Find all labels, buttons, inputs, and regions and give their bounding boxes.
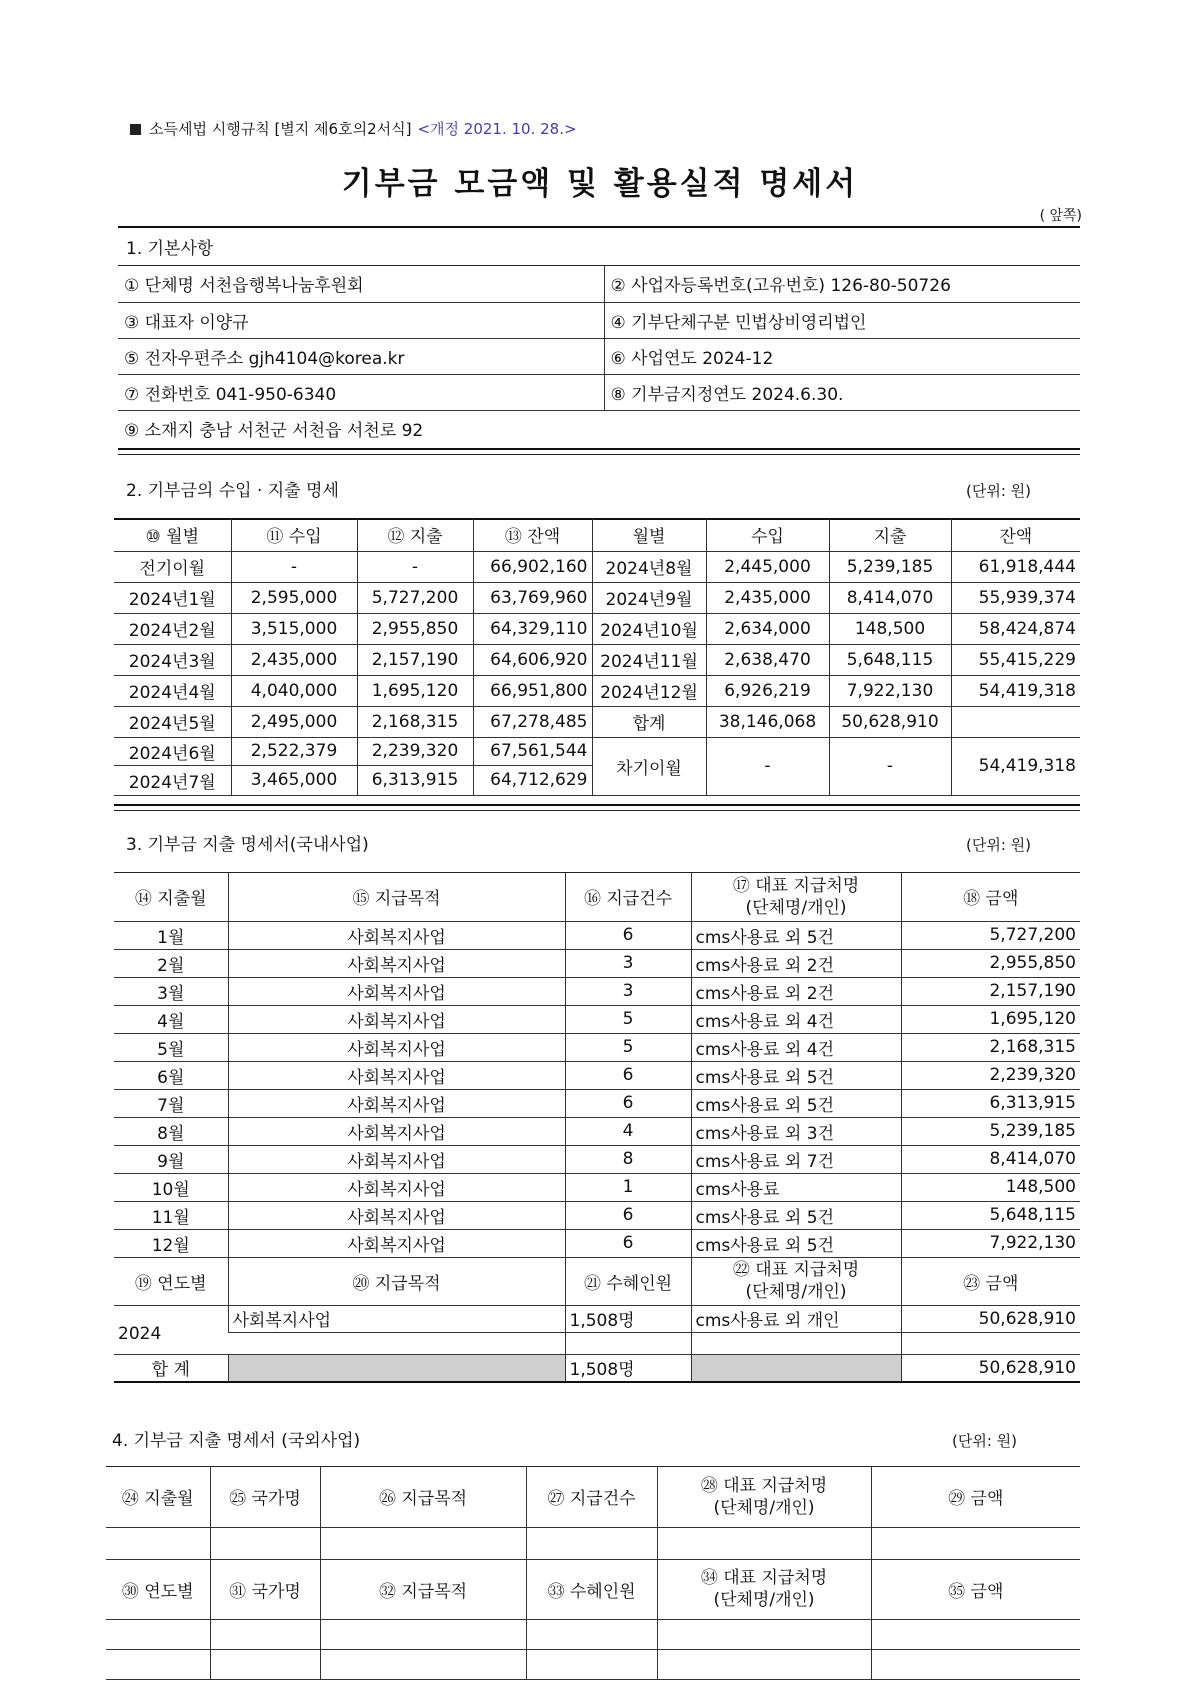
month-cell: 2024년4월 — [114, 675, 231, 706]
table-row — [106, 1649, 1080, 1679]
expense-cell: 2,955,850 — [357, 613, 473, 644]
amount-cell: 6,313,915 — [901, 1089, 1080, 1117]
business-number-cell: ② 사업자등록번호(고유번호) 126-80-50726 — [604, 266, 1080, 302]
form-reference-text: 소득세법 시행규칙 [별지 제6호의2서식] — [149, 120, 412, 138]
col-month: ⑩ 월별 — [114, 519, 231, 551]
balance-cell: 55,939,374 — [951, 582, 1080, 613]
month-cell: 2024년10월 — [592, 613, 706, 644]
recipient-cell: cms사용료 — [691, 1173, 901, 1201]
empty-cell — [526, 1527, 657, 1559]
org-name-cell: ① 단체명 서천읍행복나눔후원회 — [118, 266, 604, 302]
balance-cell: 67,278,485 — [473, 706, 592, 737]
email-cell: ⑤ 전자우편주소 gjh4104@korea.kr — [118, 338, 604, 374]
recipient-cell: cms사용료 외 5건 — [691, 1201, 901, 1229]
designation-year-cell: ⑧ 기부금지정연도 2024.6.30. — [604, 374, 1080, 410]
month-cell: 2024년2월 — [114, 613, 231, 644]
month-cell: 2월 — [114, 949, 228, 977]
carry-over-label-cell: 차기이월 — [592, 737, 706, 795]
section1-heading: 1. 기본사항 — [126, 239, 214, 259]
table-row — [114, 1061, 1080, 1089]
col-count: ㉗ 지급건수 — [526, 1467, 657, 1527]
balance-cell: 64,606,920 — [473, 644, 592, 675]
table-row — [114, 737, 1080, 765]
empty-cell — [871, 1619, 1080, 1649]
expense-cell: 2,157,190 — [357, 644, 473, 675]
section3-unit: (단위: 원) — [966, 836, 1031, 854]
form-reference — [130, 118, 577, 139]
square-bullet-icon — [130, 124, 141, 135]
empty-cell — [901, 1332, 1080, 1354]
month-cell: 6월 — [114, 1061, 228, 1089]
count-cell: 1 — [565, 1173, 691, 1201]
table-row — [114, 921, 1080, 949]
balance-cell: 66,951,800 — [473, 675, 592, 706]
col-recipient-line1: ⑰ 대표 지급처명 — [732, 875, 860, 896]
income-cell: 3,515,000 — [231, 613, 357, 644]
month-cell: 2024년12월 — [592, 675, 706, 706]
empty-cell — [691, 1332, 901, 1354]
col-year-amount: ㉟ 금액 — [871, 1559, 1080, 1619]
balance-cell: 67,561,544 — [473, 737, 592, 765]
year-amount-cell: 50,628,910 — [901, 1305, 1080, 1332]
balance-cell: 58,424,874 — [951, 613, 1080, 644]
month-cell: 2024년7월 — [114, 765, 231, 795]
expense-cell: 2,168,315 — [357, 706, 473, 737]
balance-cell: 64,712,629 — [473, 765, 592, 795]
expense-cell: 7,922,130 — [829, 675, 951, 706]
count-cell: 3 — [565, 977, 691, 1005]
col-expense-2: 지출 — [829, 519, 951, 551]
empty-cell — [320, 1619, 526, 1649]
recipient-cell: cms사용료 외 4건 — [691, 1005, 901, 1033]
col-expense-month: ㉔ 지출월 — [106, 1467, 210, 1527]
empty-cell — [106, 1649, 210, 1679]
purpose-cell: 사회복지사업 — [228, 1005, 565, 1033]
total-label-cell: 합계 — [592, 706, 706, 737]
col-balance: ⑬ 잔액 — [473, 519, 592, 551]
col-year-recipient-line2: (단체명/개인) — [745, 1282, 847, 1302]
balance-cell: 61,918,444 — [951, 551, 1080, 582]
col-count: ⑯ 지급건수 — [565, 873, 691, 921]
section4-heading: 4. 기부금 지출 명세서 (국외사업) — [112, 1431, 361, 1451]
expense-cell: 5,239,185 — [829, 551, 951, 582]
recipient-cell: cms사용료 외 2건 — [691, 977, 901, 1005]
total-income-cell: 38,146,068 — [706, 706, 829, 737]
section2-unit: (단위: 원) — [966, 482, 1031, 500]
month-cell: 3월 — [114, 977, 228, 1005]
month-cell: 8월 — [114, 1117, 228, 1145]
basic-info-table — [118, 266, 1080, 446]
month-cell: 9월 — [114, 1145, 228, 1173]
table-row — [114, 1033, 1080, 1061]
balance-cell: 64,329,110 — [473, 613, 592, 644]
divider — [118, 454, 1080, 455]
col-recipient-line2: (단체명/개인) — [745, 897, 847, 918]
empty-cell — [210, 1649, 320, 1679]
purpose-cell: 사회복지사업 — [228, 1173, 565, 1201]
col-year-recipient — [657, 1559, 871, 1619]
col-recipient-line2: (단체명/개인) — [713, 1497, 815, 1518]
divider — [114, 804, 1080, 806]
purpose-cell: 사회복지사업 — [228, 1033, 565, 1061]
purpose-cell: 사회복지사업 — [228, 1229, 565, 1257]
count-cell: 5 — [565, 1033, 691, 1061]
count-cell: 6 — [565, 1201, 691, 1229]
count-cell: 6 — [565, 921, 691, 949]
amount-cell: 2,955,850 — [901, 949, 1080, 977]
col-income: ⑪ 수입 — [231, 519, 357, 551]
divider — [118, 226, 1080, 228]
month-cell: 5월 — [114, 1033, 228, 1061]
empty-cell — [657, 1619, 871, 1649]
balance-cell: 63,769,960 — [473, 582, 592, 613]
recipient-cell: cms사용료 외 7건 — [691, 1145, 901, 1173]
representative-cell: ③ 대표자 이양규 — [118, 302, 604, 338]
income-cell: 2,595,000 — [231, 582, 357, 613]
page-title: 기부금 모금액 및 활용실적 명세서 — [341, 166, 859, 202]
section2-heading: 2. 기부금의 수입 · 지출 명세 — [126, 481, 339, 501]
amount-cell: 2,239,320 — [901, 1061, 1080, 1089]
empty-cell — [657, 1649, 871, 1679]
table-row — [114, 1117, 1080, 1145]
amount-cell: 5,239,185 — [901, 1117, 1080, 1145]
col-year-recipient — [691, 1257, 901, 1305]
month-cell: 11월 — [114, 1201, 228, 1229]
org-type-cell: ④ 기부단체구분 민법상비영리법인 — [604, 302, 1080, 338]
location-cell: ⑨ 소재지 충남 서천군 서천읍 서천로 92 — [124, 420, 424, 441]
purpose-cell: 사회복지사업 — [228, 1117, 565, 1145]
carry-over-expense-cell: - — [829, 737, 951, 795]
col-recipient — [691, 873, 901, 921]
table-row — [106, 1527, 1080, 1559]
year-purpose-cell: 사회복지사업 — [228, 1305, 565, 1332]
month-cell: 1월 — [114, 921, 228, 949]
empty-cell — [106, 1527, 210, 1559]
divider — [114, 810, 1080, 811]
purpose-cell: 사회복지사업 — [228, 1201, 565, 1229]
expense-cell: 1,695,120 — [357, 675, 473, 706]
table-row — [114, 1089, 1080, 1117]
count-cell: 6 — [565, 1229, 691, 1257]
recipient-cell: cms사용료 외 4건 — [691, 1033, 901, 1061]
expense-cell: 148,500 — [829, 613, 951, 644]
col-year: ⑲ 연도별 — [114, 1257, 228, 1305]
income-cell: - — [231, 551, 357, 582]
revision-note: <개정 2021. 10. 28.> — [417, 120, 577, 138]
table-row — [114, 1305, 1080, 1332]
count-cell: 6 — [565, 1061, 691, 1089]
recipient-cell: cms사용료 외 5건 — [691, 921, 901, 949]
income-cell: 2,522,379 — [231, 737, 357, 765]
col-recipient-line1: ㉘ 대표 지급처명 — [700, 1475, 828, 1496]
balance-cell: 54,419,318 — [951, 675, 1080, 706]
section4-unit: (단위: 원) — [952, 1432, 1017, 1450]
income-cell: 2,435,000 — [231, 644, 357, 675]
table-row — [114, 613, 1080, 644]
month-cell: 4월 — [114, 1005, 228, 1033]
carry-over-balance-cell: 54,419,318 — [951, 737, 1080, 795]
expense-cell: 8,414,070 — [829, 582, 951, 613]
table-row — [114, 1229, 1080, 1257]
income-cell: 2,445,000 — [706, 551, 829, 582]
purpose-cell: 사회복지사업 — [228, 1145, 565, 1173]
income-cell: 3,465,000 — [231, 765, 357, 795]
table-row — [114, 1005, 1080, 1033]
phone-cell: ⑦ 전화번호 041-950-6340 — [118, 374, 604, 410]
recipient-cell: cms사용료 외 5건 — [691, 1061, 901, 1089]
purpose-cell: 사회복지사업 — [228, 977, 565, 1005]
purpose-cell: 사회복지사업 — [228, 1089, 565, 1117]
carry-over-income-cell: - — [706, 737, 829, 795]
month-cell: 2024년1월 — [114, 582, 231, 613]
table-row — [114, 977, 1080, 1005]
col-month-2: 월별 — [592, 519, 706, 551]
recipient-cell: cms사용료 외 5건 — [691, 1229, 901, 1257]
income-cell: 2,638,470 — [706, 644, 829, 675]
expense-cell: 6,313,915 — [357, 765, 473, 795]
col-balance-2: 잔액 — [951, 519, 1080, 551]
month-cell: 2024년9월 — [592, 582, 706, 613]
col-year-purpose: ㉜ 지급목적 — [320, 1559, 526, 1619]
amount-cell: 2,157,190 — [901, 977, 1080, 1005]
income-cell: 2,495,000 — [231, 706, 357, 737]
col-beneficiaries: ㉑ 수혜인원 — [565, 1257, 691, 1305]
empty-cell — [228, 1332, 565, 1354]
empty-cell — [871, 1649, 1080, 1679]
table-row — [114, 1201, 1080, 1229]
col-year-country: ㉛ 국가명 — [210, 1559, 320, 1619]
empty-cell — [871, 1527, 1080, 1559]
month-cell: 2024년6월 — [114, 737, 231, 765]
total-balance-cell — [951, 706, 1080, 737]
empty-cell — [210, 1527, 320, 1559]
purpose-cell: 사회복지사업 — [228, 921, 565, 949]
income-cell: 2,634,000 — [706, 613, 829, 644]
income-cell: 2,435,000 — [706, 582, 829, 613]
amount-cell: 8,414,070 — [901, 1145, 1080, 1173]
empty-cell — [210, 1619, 320, 1649]
table-row — [114, 551, 1080, 582]
amount-cell: 5,727,200 — [901, 921, 1080, 949]
table-row — [114, 675, 1080, 706]
count-cell: 5 — [565, 1005, 691, 1033]
table-row — [114, 706, 1080, 737]
income-expense-table — [114, 519, 1080, 796]
count-cell: 6 — [565, 1089, 691, 1117]
purpose-cell: 사회복지사업 — [228, 1061, 565, 1089]
month-cell: 전기이월 — [114, 551, 231, 582]
amount-cell: 2,168,315 — [901, 1033, 1080, 1061]
month-cell: 2024년5월 — [114, 706, 231, 737]
empty-cell — [526, 1619, 657, 1649]
recipient-cell: cms사용료 외 3건 — [691, 1117, 901, 1145]
month-cell: 10월 — [114, 1173, 228, 1201]
col-expense: ⑫ 지출 — [357, 519, 473, 551]
col-year-amount: ㉓ 금액 — [901, 1257, 1080, 1305]
balance-cell: 55,415,229 — [951, 644, 1080, 675]
recipient-cell: cms사용료 외 5건 — [691, 1089, 901, 1117]
count-cell: 8 — [565, 1145, 691, 1173]
expense-cell: - — [357, 551, 473, 582]
col-year-purpose: ⑳ 지급목적 — [228, 1257, 565, 1305]
total-expense-cell: 50,628,910 — [829, 706, 951, 737]
year-recipient-cell: cms사용료 외 개인 — [691, 1305, 901, 1332]
table-row — [114, 949, 1080, 977]
empty-cell — [526, 1649, 657, 1679]
empty-cell — [657, 1527, 871, 1559]
amount-cell: 148,500 — [901, 1173, 1080, 1201]
month-cell: 2024년8월 — [592, 551, 706, 582]
amount-cell: 1,695,120 — [901, 1005, 1080, 1033]
col-year-recipient-line1: ㉞ 대표 지급처명 — [700, 1568, 828, 1588]
amount-cell: 5,648,115 — [901, 1201, 1080, 1229]
col-beneficiaries: ㉝ 수혜인원 — [526, 1559, 657, 1619]
balance-cell: 66,902,160 — [473, 551, 592, 582]
purpose-cell: 사회복지사업 — [228, 949, 565, 977]
divider — [118, 448, 1080, 450]
count-cell: 4 — [565, 1117, 691, 1145]
domestic-expense-table — [114, 873, 1080, 1383]
col-amount: ⑱ 금액 — [901, 873, 1080, 921]
table-row — [114, 582, 1080, 613]
total-amount-cell: 50,628,910 — [901, 1354, 1080, 1382]
year-beneficiaries-cell: 1,508명 — [565, 1305, 691, 1332]
col-recipient — [657, 1467, 871, 1527]
table-row — [114, 644, 1080, 675]
month-cell: 7월 — [114, 1089, 228, 1117]
income-cell: 4,040,000 — [231, 675, 357, 706]
col-year: ㉚ 연도별 — [106, 1559, 210, 1619]
col-income-2: 수입 — [706, 519, 829, 551]
income-cell: 6,926,219 — [706, 675, 829, 706]
year-cell: 2024 — [114, 1305, 228, 1354]
table-row — [106, 1619, 1080, 1649]
shaded-cell — [228, 1354, 565, 1382]
count-cell: 3 — [565, 949, 691, 977]
month-cell: 12월 — [114, 1229, 228, 1257]
month-cell: 2024년11월 — [592, 644, 706, 675]
section3-heading: 3. 기부금 지출 명세서(국내사업) — [126, 835, 369, 855]
col-purpose: ㉖ 지급목적 — [320, 1467, 526, 1527]
col-expense-month: ⑭ 지출월 — [114, 873, 228, 921]
table-row — [114, 1173, 1080, 1201]
month-cell: 2024년3월 — [114, 644, 231, 675]
business-year-cell: ⑥ 사업연도 2024-12 — [604, 338, 1080, 374]
empty-cell — [320, 1649, 526, 1679]
total-label-cell: 합 계 — [114, 1354, 228, 1382]
col-year-recipient-line2: (단체명/개인) — [713, 1590, 815, 1610]
overseas-expense-table — [106, 1467, 1080, 1680]
total-beneficiaries-cell: 1,508명 — [565, 1354, 691, 1382]
empty-cell — [106, 1619, 210, 1649]
expense-cell: 5,727,200 — [357, 582, 473, 613]
col-purpose: ⑮ 지급목적 — [228, 873, 565, 921]
col-country: ㉕ 국가명 — [210, 1467, 320, 1527]
side-label: ( 앞쪽) — [1039, 208, 1082, 224]
table-row — [114, 1332, 1080, 1354]
total-row — [114, 1354, 1080, 1382]
empty-cell — [565, 1332, 691, 1354]
col-amount: ㉙ 금액 — [871, 1467, 1080, 1527]
amount-cell: 7,922,130 — [901, 1229, 1080, 1257]
col-year-recipient-line1: ㉒ 대표 지급처명 — [732, 1260, 860, 1280]
shaded-cell — [691, 1354, 901, 1382]
empty-cell — [320, 1527, 526, 1559]
expense-cell: 5,648,115 — [829, 644, 951, 675]
expense-cell: 2,239,320 — [357, 737, 473, 765]
table-row — [114, 1145, 1080, 1173]
recipient-cell: cms사용료 외 2건 — [691, 949, 901, 977]
